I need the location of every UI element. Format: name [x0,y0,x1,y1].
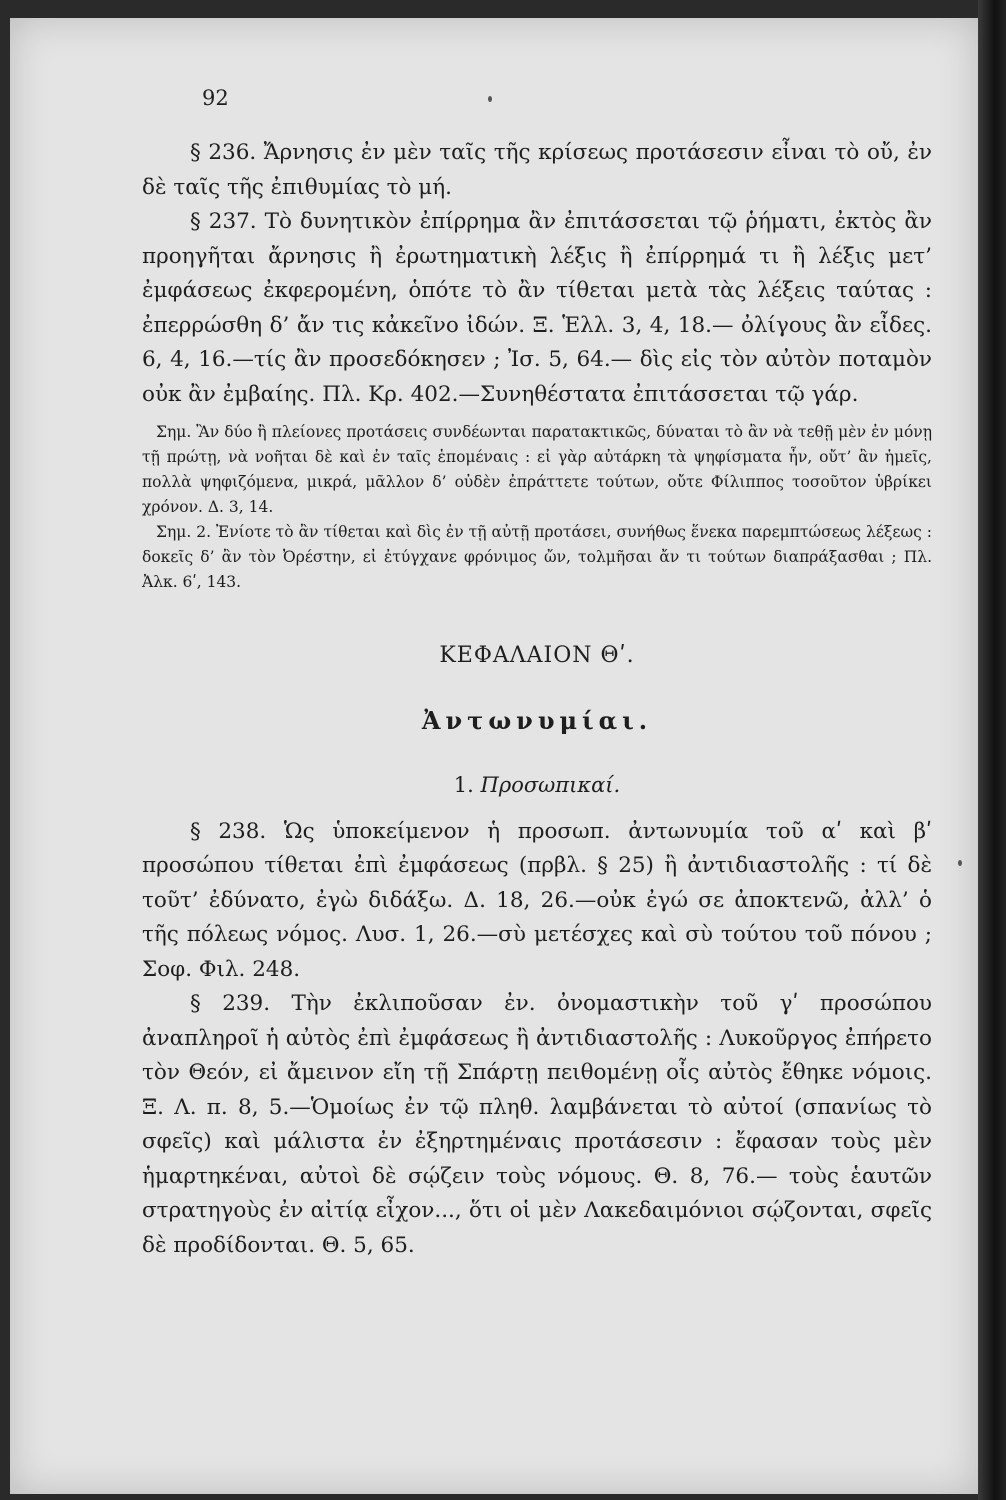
notes-block [142,420,932,595]
subsection-title: Προσωπικαί. [480,773,621,797]
paragraph-238: § 238. Ὡς ὑποκείμενον ἡ προσωπ. ἀντωνυμία τοῦ αʹ καὶ βʹ προσώπου τίθεται ἐπὶ ἐμφάσεως (πρβλ. § 25) ἢ ἀντιδιαστολῆς : τί δὲ τοῦτ’ ἐδύνατο, ἐγὼ διδάξω. Δ. 18, 26.—οὐκ ἐγώ σε ἀποκτενῶ, ἀλλ’ ὁ τῆς πόλεως νόμος. Λυσ. 1, 26.—σὺ μετέσχες καὶ σὺ τούτου τοῦ πόνου ; Σοφ. Φιλ. 248. [142,818,932,982]
page-number: 92 [202,86,229,110]
subsection-number: 1. [453,773,474,797]
ink-speck [958,860,962,866]
chapter-subject: Ἀντωνυμίαι. [421,705,653,735]
book-spine-shadow [978,0,1006,1500]
book-page [10,18,978,1494]
paragraph-236: § 236. Ἄρνησις ἐν μὲν ταῖς τῆς κρίσεως προτάσεσιν εἶναι τὸ οὔ, ἐν δὲ ταῖς τῆς ἐπιθυμίας τὸ μή. [142,140,932,200]
main-text [142,136,932,1263]
subsection-heading [142,768,932,803]
paragraph-237: § 237. Τὸ δυνητικὸν ἐπίρρημα ἂν ἐπιτάσσεται τῷ ῥήματι, ἐκτὸς ἂν προηγῆται ἄρνησις ἢ ἐρωτηματικὴ λέξις ἢ ἐπίρρημά τι ἢ λέξις μετ’ ἐμφάσεως ἐκφερομένη, ὁπότε τὸ ἂν τίθεται μετὰ τὰς λέξεις ταύτας : ἐπερρώσθη δ’ ἄν τις κἀκεῖνο ἰδών. Ξ. Ἑλλ. 3, 4, 18.— ὀλίγους ἂν εἶδες. 6, 4, 16.—τίς ἂν προσεδόκησεν ; Ἰσ. 5, 64.— δὶς εἰς τὸν αὐτὸν ποταμὸν οὐκ ἂν ἐμβαίης. Πλ. Κρ. 402.—Συνηθέστατα ἐπιτάσσεται τῷ γάρ. [142,209,932,407]
note-1: Σημ. Ἂν δύο ἢ πλείονες προτάσεις συνδέωνται παρατακτικῶς, δύναται τὸ ἂν νὰ τεθῇ μὲν ἐν μόνῃ τῇ πρώτῃ, νὰ νοῆται δὲ καὶ ἐν ταῖς ἑπομέναις : εἰ γὰρ αὐτάρκη τὰ ψηφίσματα ἦν, οὔτ’ ἂν ἡμεῖς, πολλὰ ψηφιζόμενα, μικρά, μᾶλλον δ’ οὐδὲν ἐπράττετε τούτων, οὔτε Φίλιππος τοσοῦτον ὑβρίκει χρόνον. Δ. 3, 14. [142,423,932,516]
paragraph-239: § 239. Τὴν ἐκλιποῦσαν ἐν. ὀνομαστικὴν τοῦ γʹ προσώπου ἀναπληροῖ ἡ αὐτὸς ἐπὶ ἐμφάσεως ἢ ἀντιδιαστολῆς : Λυκοῦργος ἐπήρετο τὸν Θεόν, εἰ ἄμεινον εἴη τῇ Σπάρτῃ πειθομένῃ οἷς αὐτὸς ἔθηκε νόμοις. Ξ. Λ. π. 8, 5.—Ὁμοίως ἐν τῷ πληθ. λαμβάνεται τὸ αὐτοί (σπανίως τὸ σφεῖς) καὶ μάλιστα ἐν ἐξηρτημέναις προτάσεσιν : ἔφασαν τοὺς μὲν ἡμαρτηκέναι, αὐτοὶ δὲ σῴζειν τοὺς νόμους. Θ. 8, 76.— τοὺς ἑαυτῶν στρατηγοὺς ἐν αἰτίᾳ εἶχον..., ὅτι οἱ μὲν Λακεδαιμόνιοι σῴζονται, σφεῖς δὲ προδίδονται. Θ. 5, 65. [142,991,932,1258]
note-2: Σημ. 2. Ἐνίοτε τὸ ἂν τίθεται καὶ δὶς ἐν τῇ αὐτῇ προτάσει, συνήθως ἕνεκα παρεμπτώσεως λέξεως : δοκεῖς δ’ ἂν τὸν Ὀρέστην, εἰ ἐτύγχανε φρόνιμος ὤν, τολμῆσαι ἄν τι τούτων διαπράξασθαι ; Πλ. Ἀλκ. 6ʹ, 143. [142,523,932,591]
chapter-heading: ΚΕΦΑΛΑΙΟΝ Θʹ. [439,643,635,668]
ink-speck [488,96,492,102]
